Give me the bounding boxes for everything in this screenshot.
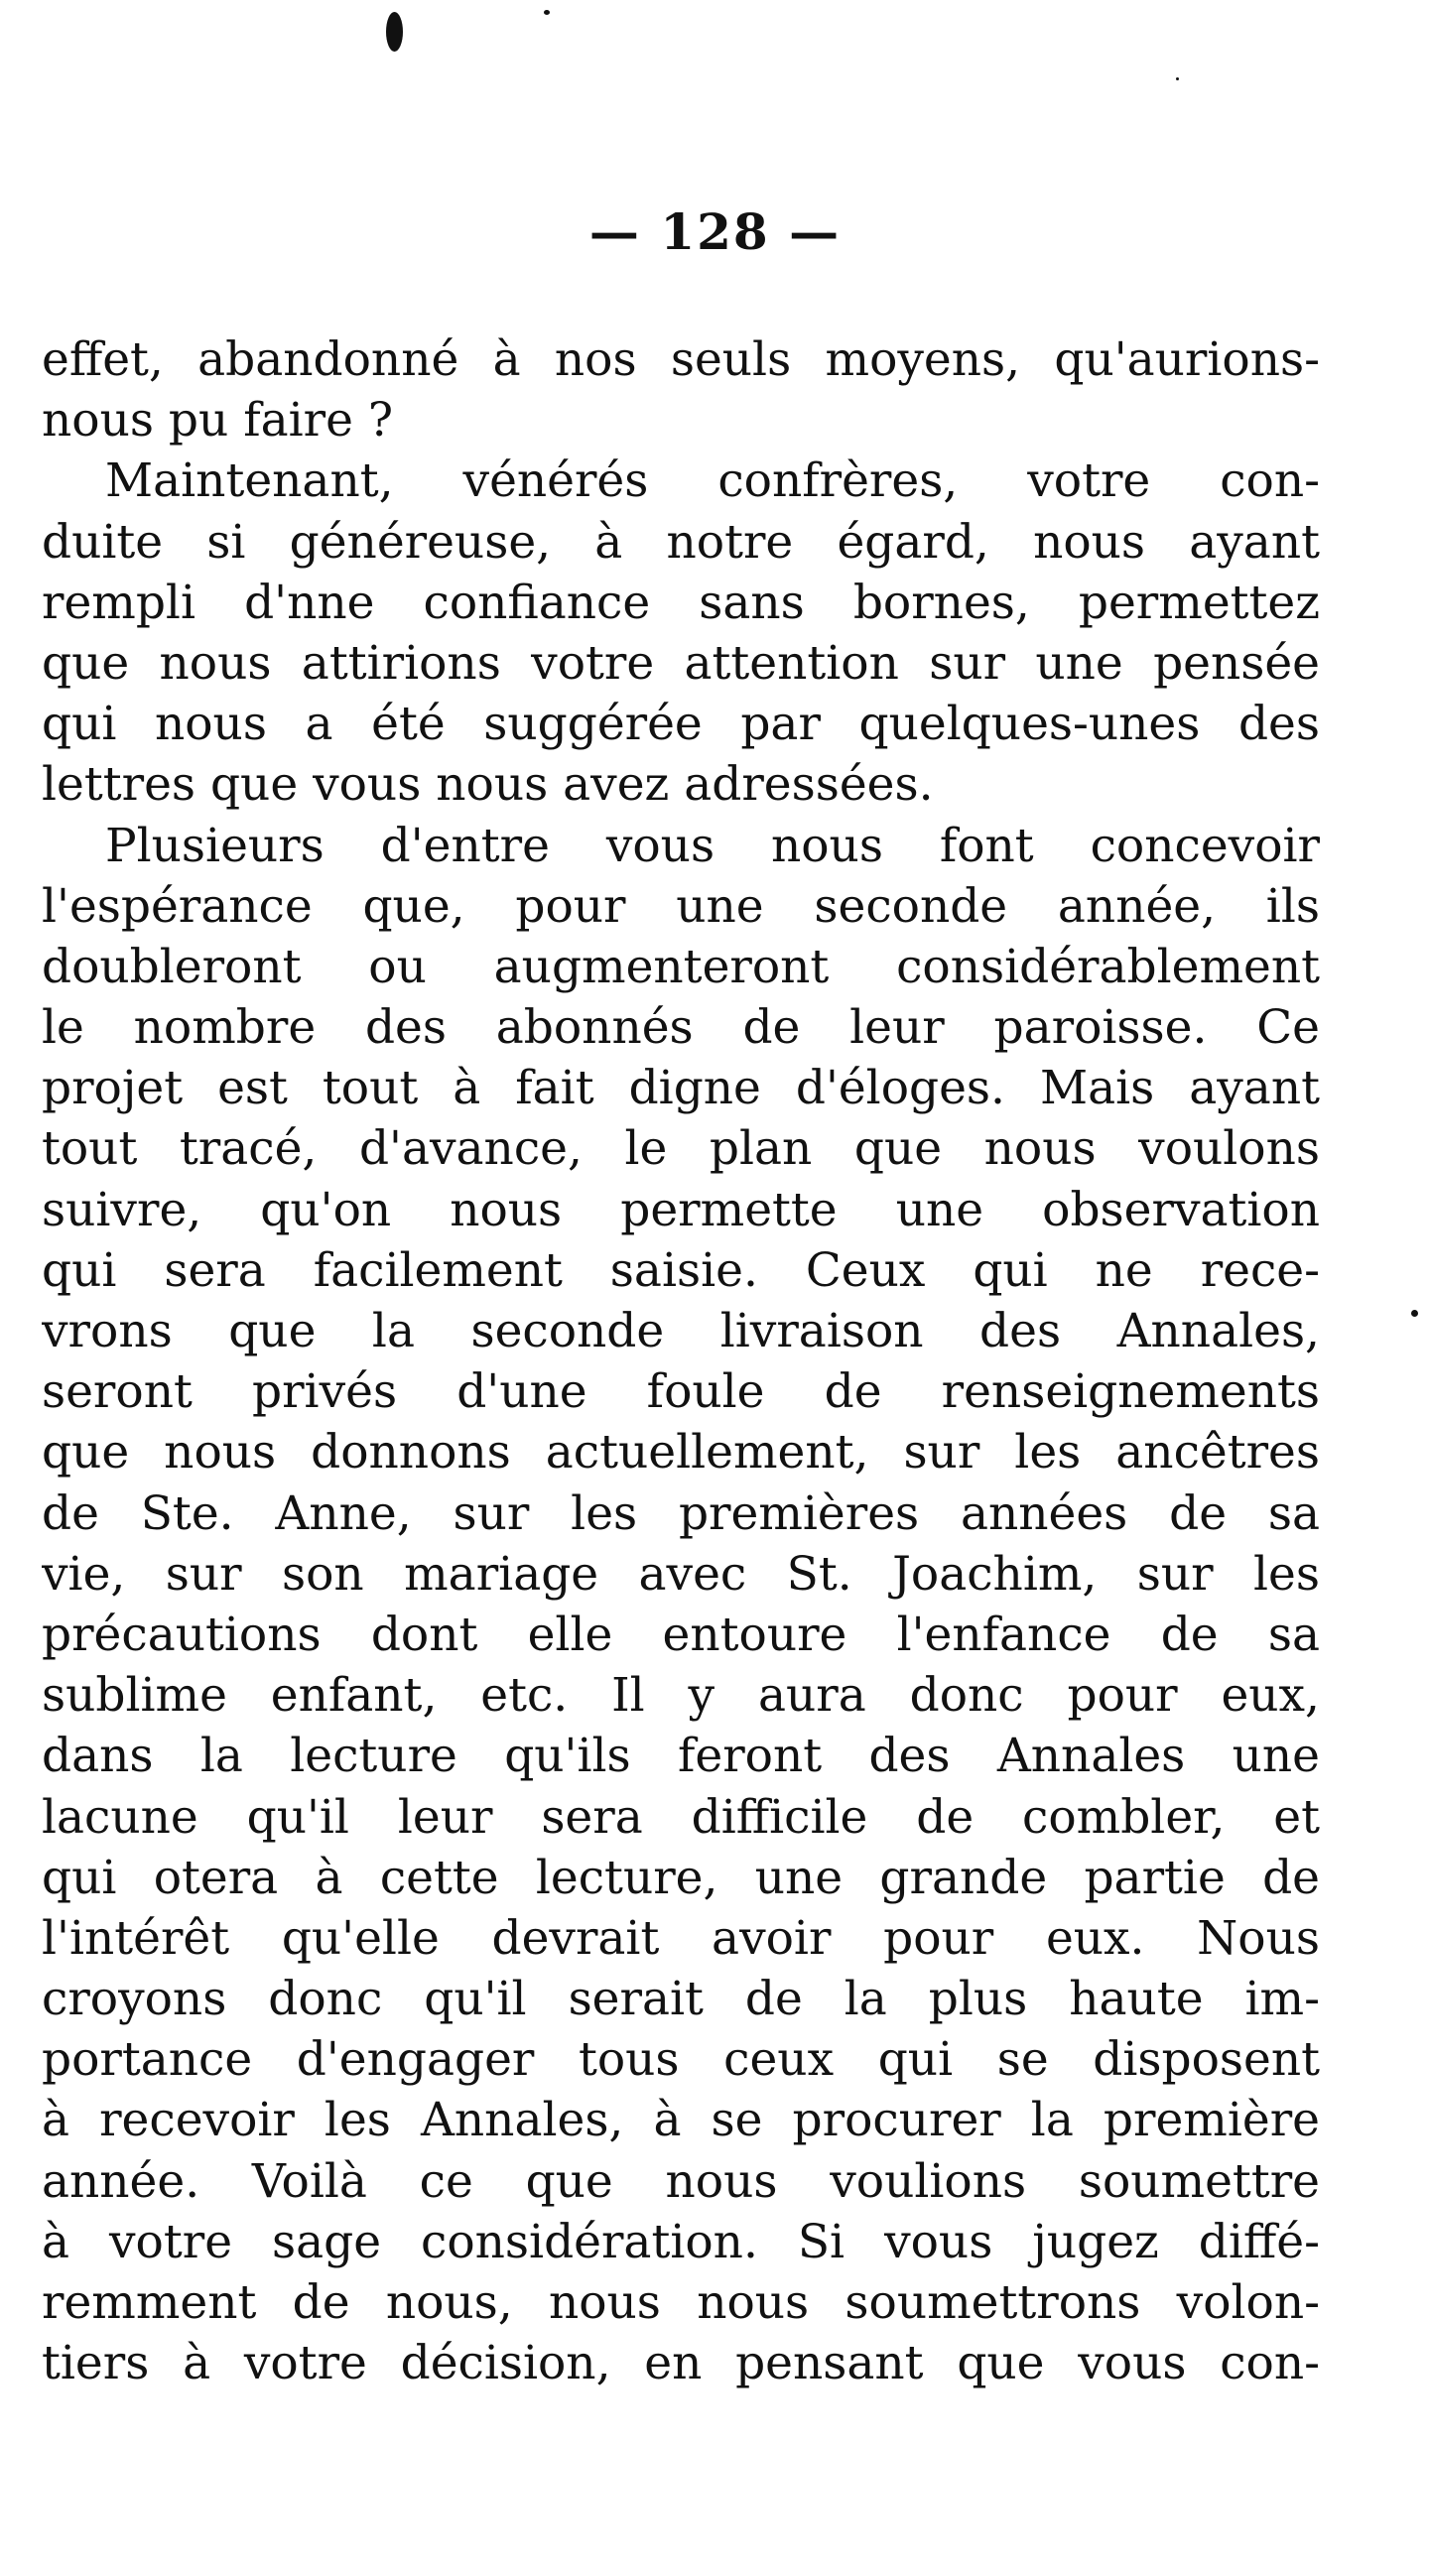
text-line: précautions dont elle entoure l'enfance de sa: [42, 1607, 1320, 1662]
text-line: Plusieurs d'entre vous nous font concevoir: [105, 818, 1320, 873]
text-line: Maintenant, vénérés confrères, votre con-: [105, 453, 1320, 509]
text-line: tout tracé, d'avance, le plan que nous voulons: [42, 1121, 1320, 1177]
text-line: l'espérance que, pour une seconde année, ils: [42, 878, 1320, 934]
text-line: projet est tout à fait digne d'éloges. Mais ayant: [42, 1061, 1320, 1116]
text-line: à votre sage considération. Si vous jugez diffé-: [42, 2214, 1320, 2269]
text-line: dans la lecture qu'ils feront des Annales une: [42, 1729, 1320, 1784]
text-line: lacune qu'il leur sera difficile de combler, et: [42, 1789, 1320, 1845]
text-line: de Ste. Anne, sur les premières années de sa: [42, 1485, 1320, 1541]
text-line: tiers à votre décision, en pensant que vous con-: [42, 2336, 1320, 2391]
page-number: — 128 —: [588, 202, 842, 261]
text-line: doubleront ou augmenteront considérablement: [42, 939, 1320, 994]
text-line: lettres que vous nous avez adressées.: [42, 757, 934, 813]
text-line: à recevoir les Annales, à se procurer la première: [42, 2093, 1320, 2148]
text-line: duite si généreuse, à notre égard, nous ayant: [42, 514, 1320, 570]
text-line: que nous donnons actuellement, sur les ancêtres: [42, 1425, 1320, 1481]
text-line: remment de nous, nous nous soumettrons volon-: [42, 2275, 1320, 2330]
text-line: nous pu faire ?: [42, 393, 394, 449]
text-line: l'intérêt qu'elle devrait avoir pour eux. Nous: [42, 1910, 1320, 1966]
text-line: que nous attirions votre attention sur une pensée: [42, 635, 1320, 691]
text-line: année. Voilà ce que nous voulions soumettre: [42, 2153, 1320, 2209]
text-line: vrons que la seconde livraison des Annales,: [42, 1304, 1320, 1358]
ink-blot: [386, 12, 403, 52]
ink-speck: [544, 10, 550, 15]
text-line: croyons donc qu'il serait de la plus haute im-: [42, 1972, 1320, 2027]
text-line: portance d'engager tous ceux qui se disposent: [42, 2032, 1320, 2088]
text-line: effet, abandonné à nos seuls moyens, qu'aurions-: [42, 332, 1320, 387]
text-line: sublime enfant, etc. Il y aura donc pour eux,: [42, 1668, 1320, 1724]
ink-speck: [1176, 77, 1179, 80]
text-line: qui nous a été suggérée par quelques-unes des: [42, 697, 1320, 752]
text-line: qui sera facilement saisie. Ceux qui ne rece-: [42, 1242, 1320, 1298]
text-line: suivre, qu'on nous permette une observation: [42, 1182, 1320, 1237]
text-line: rempli d'nne confiance sans bornes, permettez: [42, 575, 1320, 630]
text-line: qui otera à cette lecture, une grande partie de: [42, 1850, 1320, 1905]
text-line: vie, sur son mariage avec St. Joachim, sur les: [42, 1546, 1320, 1602]
text-line: seront privés d'une foule de renseignements: [42, 1364, 1320, 1420]
text-line: le nombre des abonnés de leur paroisse. Ce: [42, 1000, 1320, 1056]
ink-speck: [1411, 1310, 1418, 1317]
page-body: [42, 329, 1320, 2393]
